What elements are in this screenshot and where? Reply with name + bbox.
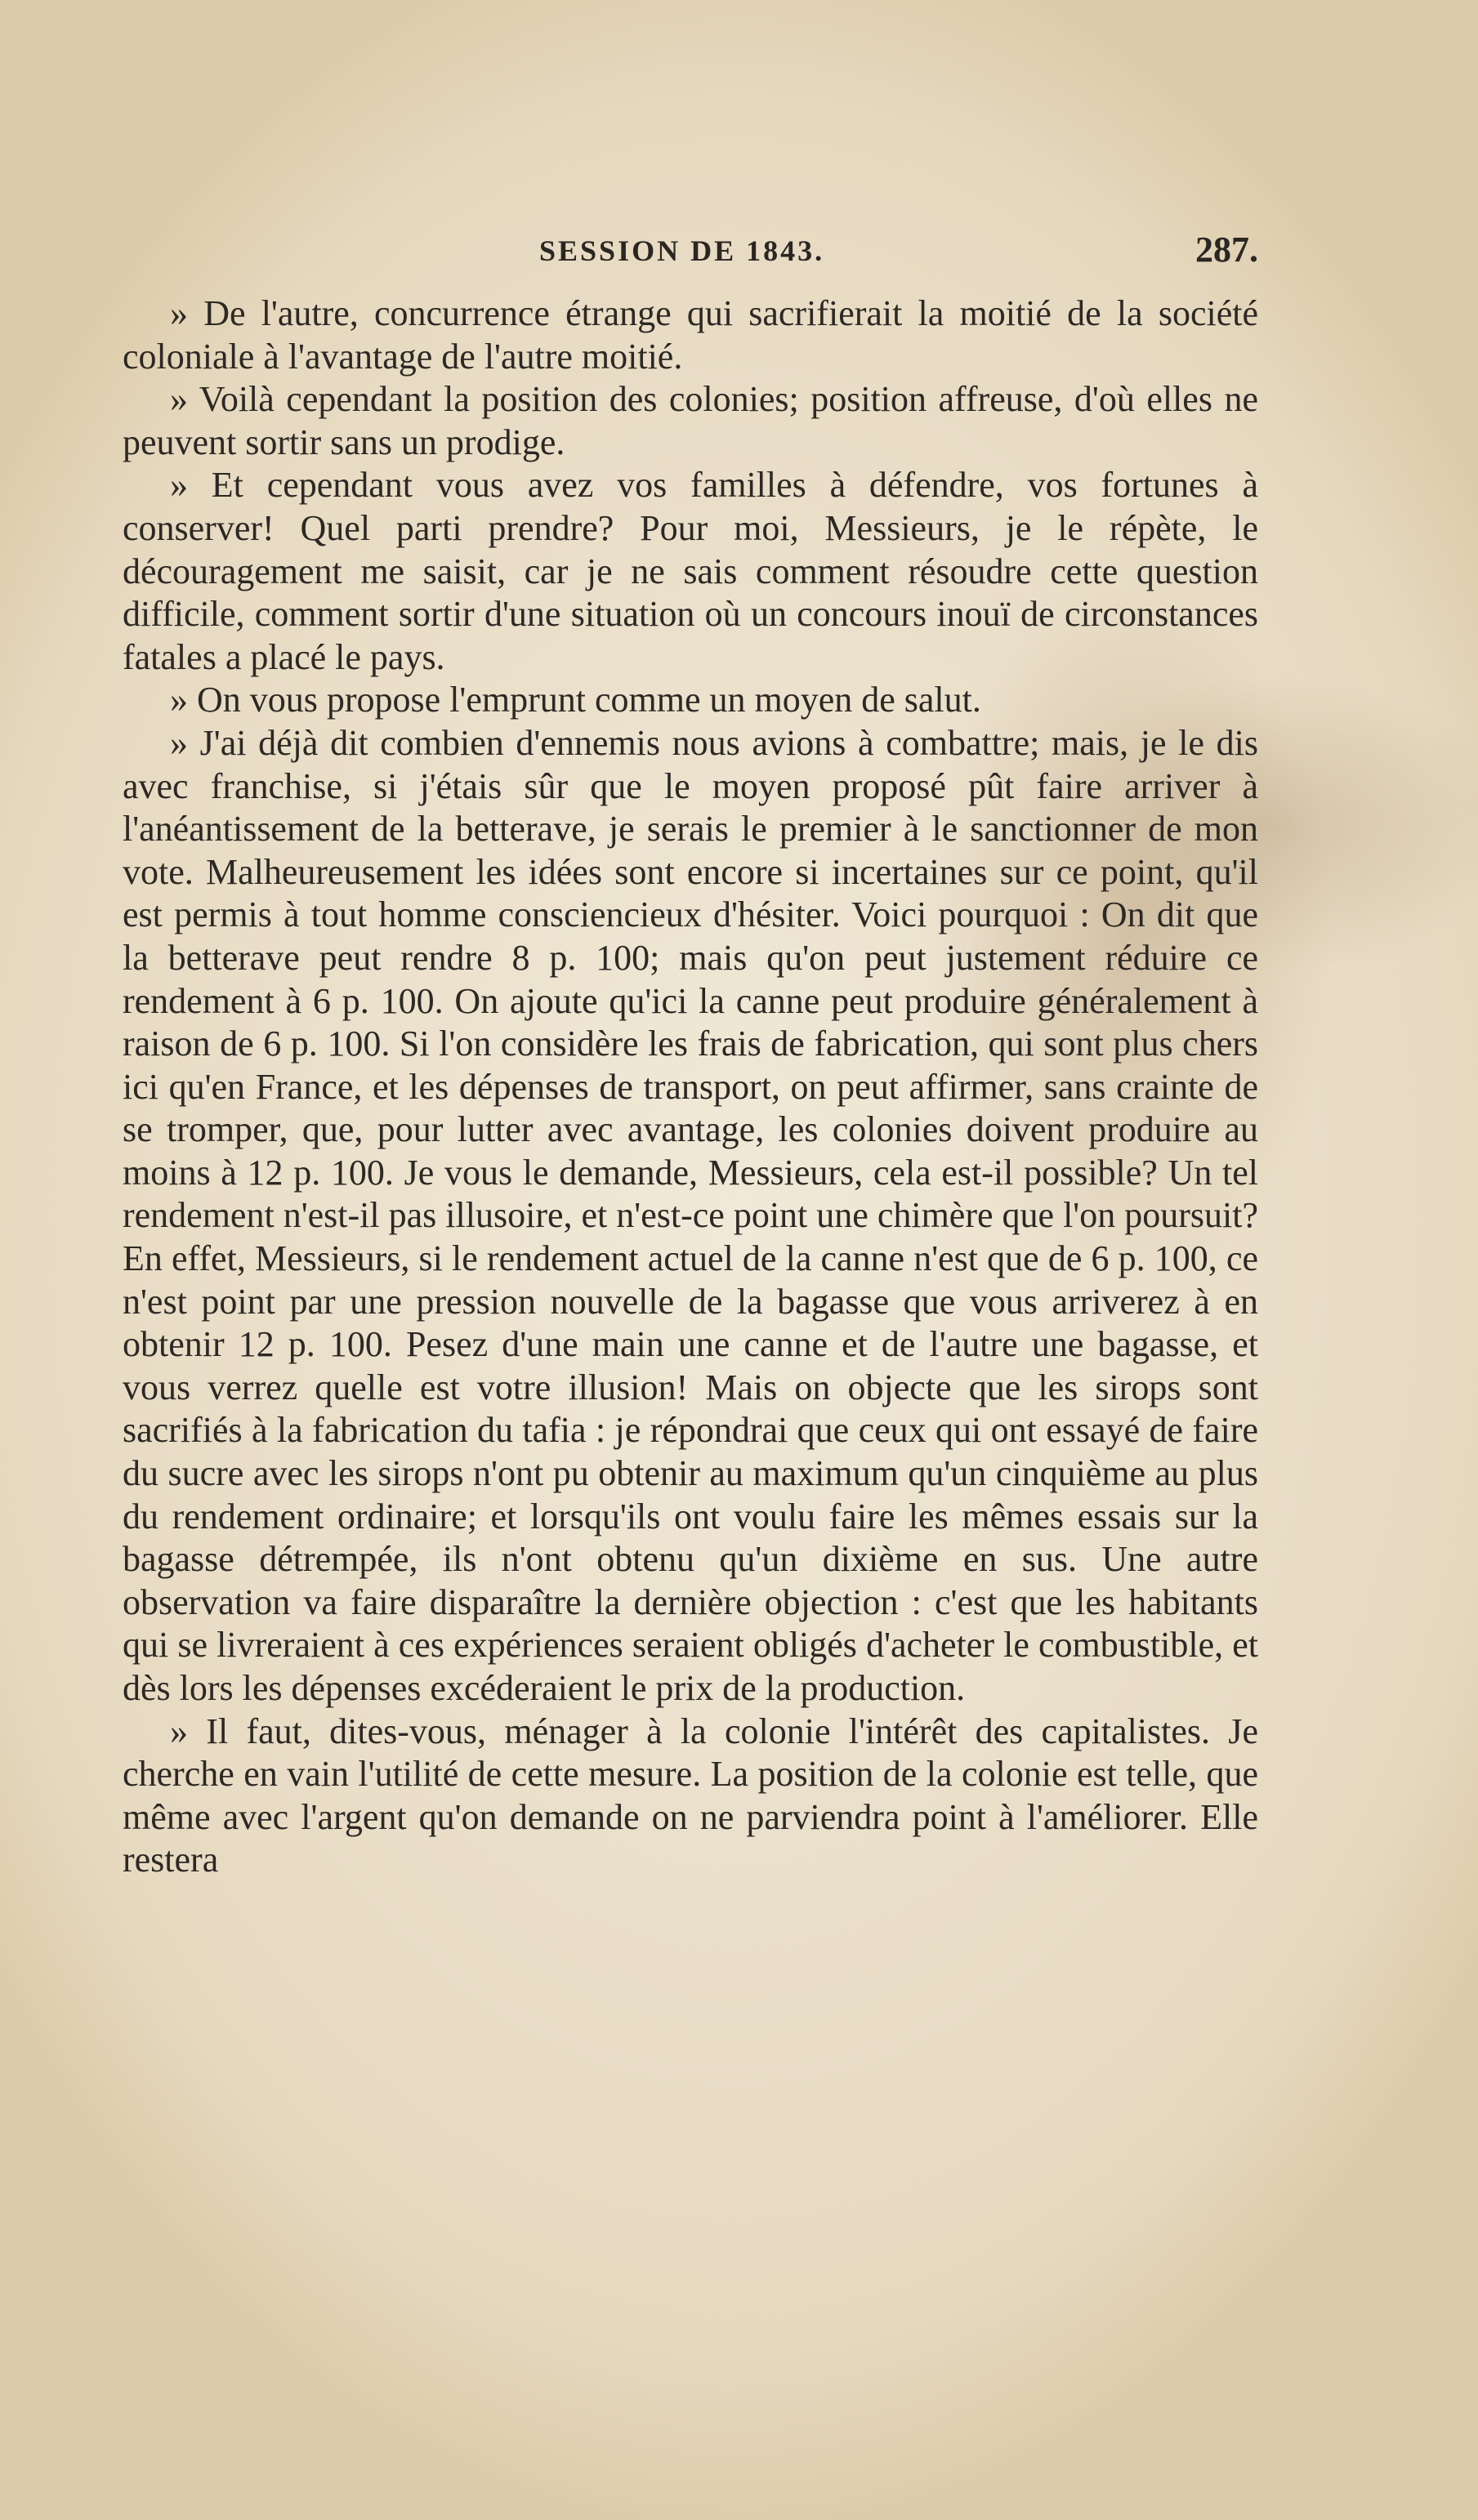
body-text — [123, 292, 1258, 2343]
paragraph: » J'ai déjà dit combien d'ennemis nous avions à combattre; mais, je le dis avec franchise, si j'étais sûr que le moyen proposé pût faire arriver à l'anéantissement de la betterave, je serais le premier à le sanctionner de mon vote. Malheureusement les idées sont encore si incertaines sur ce point, qu'il est permis à tout homme consciencieux d'hésiter. Voici pourquoi : On dit que la betterave peut rendre 8 p. 100; mais qu'on peut justement réduire ce rendement à 6 p. 100. On ajoute qu'ici la canne peut produire généralement à raison de 6 p. 100. Si l'on considère les frais de fabrication, qui sont plus chers ici qu'en France, et les dépenses de transport, on peut affirmer, sans crainte de se tromper, que, pour lutter avec avantage, les colonies doivent produire au moins à 12 p. 100. Je vous le demande, Messieurs, cela est-il possible? Un tel rendement n'est-il pas illusoire, et n'est-ce point une chimère que l'on poursuit? En effet, Messieurs, si le rendement actuel de la canne n'est que de 6 p. 100, ce n'est point par une pression nouvelle de la bagasse que vous arriverez à en obtenir 12 p. 100. Pesez d'une main une canne et de l'autre une bagasse, et vous verrez quelle est votre illusion! Mais on objecte que les sirops sont sacrifiés à la fabrication du tafia : je répondrai que ceux qui ont essayé de faire du sucre avec les sirops n'ont pu obtenir au maximum qu'un cinquième au plus du rendement ordinaire; et lorsqu'ils ont voulu faire les mêmes essais sur la bagasse détrempée, ils n'ont obtenu qu'un dixième en sus. Une autre observation va faire disparaître la dernière objection : c'est que les habitants qui se livreraient à ces expériences seraient obligés d'acheter le combustible, et dès lors les dépenses excéderaient le prix de la production. — [123, 722, 1258, 1708]
paragraph: » Et cependant vous avez vos familles à défendre, vos fortunes à conserver! Quel parti prendre? Pour moi, Messieurs, je le répète, le découragement me saisit, car je ne sais comment résoudre cette question difficile, comment sortir d'une situation où un concours inouï de circonstances fatales a placé le pays. — [123, 465, 1258, 677]
running-head: SESSION DE 1843. — [539, 234, 825, 267]
paragraph: » De l'autre, concurrence étrange qui sacrifierait la moitié de la société coloniale à l'avantage de l'autre moitié. — [123, 293, 1258, 377]
paragraph: » Voilà cependant la position des colonies; position affreuse, d'où elles ne peuvent sortir sans un prodige. — [123, 379, 1258, 462]
page-header — [123, 229, 1258, 278]
paragraph: » On vous propose l'emprunt comme un moyen de salut. — [170, 680, 981, 720]
page-number: 287. — [1195, 230, 1258, 270]
paragraph-continued: » Il faut, dites-vous, ménager à la colonie l'intérêt des capitalistes. Je cherche en vain l'utilité de cette mesure. La position de la colonie est telle, que même avec l'argent qu'on demande on ne parviendra point à l'améliorer. Elle restera — [123, 1710, 1258, 1880]
